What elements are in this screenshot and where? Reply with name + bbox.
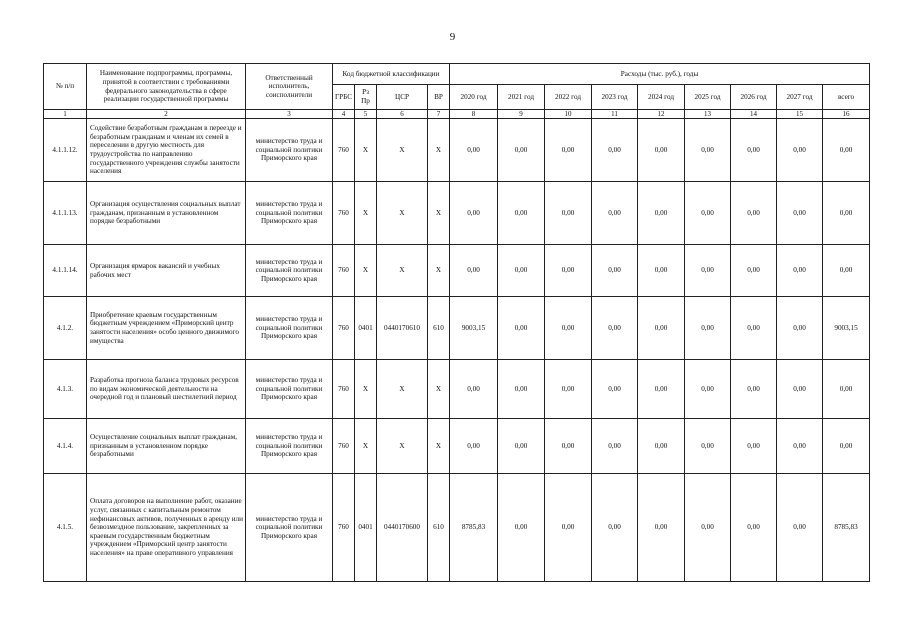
row-value: 0,00	[638, 297, 685, 360]
row-vr: X	[428, 119, 450, 182]
row-rzpr: X	[355, 119, 377, 182]
row-value: 0,00	[638, 245, 685, 297]
row-csr: X	[377, 119, 428, 182]
row-vr: X	[428, 360, 450, 419]
header-grbs: ГРБС	[333, 85, 355, 110]
column-numbers-row	[44, 110, 870, 119]
row-grbs: 760	[333, 419, 355, 474]
row-value: 0,00	[498, 297, 545, 360]
header-year: 2020 год	[450, 85, 498, 110]
column-number: 16	[823, 110, 870, 119]
column-number: 10	[545, 110, 592, 119]
row-responsible: министерство труда и социальной политики Приморского края	[246, 245, 333, 297]
row-value: 9003,15	[450, 297, 498, 360]
row-rzpr: 0401	[355, 297, 377, 360]
header-vr: ВР	[428, 85, 450, 110]
row-value: 0,00	[545, 419, 592, 474]
row-value: 0,00	[450, 419, 498, 474]
row-grbs: 760	[333, 182, 355, 245]
row-num: 4.1.5.	[44, 474, 87, 582]
column-number: 7	[428, 110, 450, 119]
header-year: 2024 год	[638, 85, 685, 110]
row-value: 0,00	[731, 419, 777, 474]
row-value: 0,00	[731, 182, 777, 245]
row-total: 0,00	[823, 360, 870, 419]
header-expenses: Расходы (тыс. руб.), годы	[450, 64, 870, 85]
row-value: 0,00	[592, 182, 638, 245]
table-row	[44, 360, 870, 419]
row-value: 0,00	[777, 119, 823, 182]
table-row	[44, 119, 870, 182]
row-value: 0,00	[592, 360, 638, 419]
row-value: 0,00	[638, 474, 685, 582]
row-value: 0,00	[592, 119, 638, 182]
row-value: 0,00	[638, 182, 685, 245]
row-grbs: 760	[333, 474, 355, 582]
row-rzpr: X	[355, 419, 377, 474]
row-value: 0,00	[498, 474, 545, 582]
row-rzpr: X	[355, 360, 377, 419]
row-value: 0,00	[777, 474, 823, 582]
row-num: 4.1.4.	[44, 419, 87, 474]
row-value: 0,00	[450, 245, 498, 297]
table-row	[44, 419, 870, 474]
row-responsible: министерство труда и социальной политики Приморского края	[246, 119, 333, 182]
row-value: 0,00	[545, 474, 592, 582]
row-rzpr: X	[355, 182, 377, 245]
row-csr: 0440170600	[377, 474, 428, 582]
table-row	[44, 474, 870, 582]
row-value: 0,00	[498, 119, 545, 182]
row-grbs: 760	[333, 297, 355, 360]
column-number: 9	[498, 110, 545, 119]
column-number: 2	[87, 110, 246, 119]
row-name: Разработка прогноза баланса трудовых ресурсов по видам экономической деятельности на очередной год и плановый шестилетний период	[87, 360, 246, 419]
row-vr: X	[428, 419, 450, 474]
row-total: 0,00	[823, 419, 870, 474]
row-vr: 610	[428, 297, 450, 360]
table-row	[44, 245, 870, 297]
column-number: 8	[450, 110, 498, 119]
header-name: Наименование подпрограммы, программы, принятой в соответствии с требованиями федерального законодательства в сфере реализации государственной программы	[87, 64, 246, 110]
row-name: Содействие безработным гражданам в переезде и безработным гражданам и членам их семей в переселении в другую местность для трудоустройства по направлению государственного учреждения службы занятости населения	[87, 119, 246, 182]
header-csr: ЦСР	[377, 85, 428, 110]
column-number: 15	[777, 110, 823, 119]
row-grbs: 760	[333, 360, 355, 419]
row-value: 0,00	[450, 119, 498, 182]
row-value: 0,00	[685, 119, 731, 182]
header-year: 2025 год	[685, 85, 731, 110]
row-responsible: министерство труда и социальной политики Приморского края	[246, 182, 333, 245]
header-total: всего	[823, 85, 870, 110]
header-rzpr: Рз Пр	[355, 85, 377, 110]
row-responsible: министерство труда и социальной политики Приморского края	[246, 360, 333, 419]
row-value: 0,00	[450, 182, 498, 245]
row-total: 0,00	[823, 119, 870, 182]
column-number: 5	[355, 110, 377, 119]
page-number: 9	[449, 31, 456, 43]
row-value: 0,00	[731, 297, 777, 360]
column-number: 6	[377, 110, 428, 119]
header-year: 2023 год	[592, 85, 638, 110]
row-value: 0,00	[498, 245, 545, 297]
row-value: 0,00	[498, 360, 545, 419]
row-value: 0,00	[731, 245, 777, 297]
row-value: 0,00	[450, 360, 498, 419]
row-value: 0,00	[638, 419, 685, 474]
row-value: 0,00	[638, 119, 685, 182]
row-value: 0,00	[685, 182, 731, 245]
row-value: 0,00	[777, 360, 823, 419]
row-value: 0,00	[685, 245, 731, 297]
column-number: 3	[246, 110, 333, 119]
row-value: 0,00	[638, 360, 685, 419]
column-number: 11	[592, 110, 638, 119]
row-value: 0,00	[498, 419, 545, 474]
row-value: 0,00	[545, 119, 592, 182]
row-name: Организация осуществления социальных выплат гражданам, признанным в установленном порядке безработными	[87, 182, 246, 245]
header-responsible: Ответственный исполнитель, соисполнители	[246, 64, 333, 110]
row-value: 0,00	[685, 419, 731, 474]
column-number: 14	[731, 110, 777, 119]
header-year: 2021 год	[498, 85, 545, 110]
row-value: 0,00	[685, 474, 731, 582]
row-total: 0,00	[823, 182, 870, 245]
row-value: 0,00	[592, 419, 638, 474]
row-csr: 0440170610	[377, 297, 428, 360]
header-num: № п/п	[44, 64, 87, 110]
column-number: 13	[685, 110, 731, 119]
row-num: 4.1.1.13.	[44, 182, 87, 245]
row-name: Осуществление социальных выплат гражданам, признанным в установленном порядке безработными	[87, 419, 246, 474]
row-vr: 610	[428, 474, 450, 582]
row-csr: X	[377, 182, 428, 245]
row-rzpr: X	[355, 245, 377, 297]
row-value: 0,00	[545, 245, 592, 297]
column-number: 1	[44, 110, 87, 119]
row-value: 0,00	[777, 182, 823, 245]
row-responsible: министерство труда и социальной политики Приморского края	[246, 297, 333, 360]
row-name: Приобретение краевым государственным бюджетным учреждением «Приморский центр занятости населения» особо ценного движимого имущества	[87, 297, 246, 360]
header-year: 2027 год	[777, 85, 823, 110]
header-row-1	[44, 64, 870, 85]
row-responsible: министерство труда и социальной политики Приморского края	[246, 419, 333, 474]
row-value: 0,00	[777, 245, 823, 297]
row-grbs: 760	[333, 119, 355, 182]
row-rzpr: 0401	[355, 474, 377, 582]
row-vr: X	[428, 245, 450, 297]
row-value: 0,00	[592, 297, 638, 360]
row-csr: X	[377, 360, 428, 419]
row-vr: X	[428, 182, 450, 245]
header-budget-code: Код бюджетной классификации	[333, 64, 450, 85]
row-value: 0,00	[685, 297, 731, 360]
row-value: 0,00	[592, 245, 638, 297]
column-number: 4	[333, 110, 355, 119]
budget-table	[43, 63, 870, 582]
row-name: Оплата договоров на выполнение работ, оказание услуг, связанных с капитальным ремонтом нефинансовых активов, полученных в аренду или безвозмездное пользование, закрепленных за краевым государственным бюджетным учреждением «Приморский центр занятости населения» на праве оперативного управления	[87, 474, 246, 582]
row-grbs: 760	[333, 245, 355, 297]
row-value: 0,00	[731, 360, 777, 419]
row-num: 4.1.3.	[44, 360, 87, 419]
row-value: 0,00	[685, 360, 731, 419]
row-num: 4.1.1.14.	[44, 245, 87, 297]
row-value: 0,00	[592, 474, 638, 582]
column-number: 12	[638, 110, 685, 119]
row-total: 8785,83	[823, 474, 870, 582]
row-num: 4.1.2.	[44, 297, 87, 360]
row-total: 9003,15	[823, 297, 870, 360]
row-value: 0,00	[545, 297, 592, 360]
row-num: 4.1.1.12.	[44, 119, 87, 182]
row-csr: X	[377, 419, 428, 474]
row-value: 0,00	[777, 419, 823, 474]
row-total: 0,00	[823, 245, 870, 297]
table-row	[44, 182, 870, 245]
row-value: 0,00	[545, 182, 592, 245]
row-csr: X	[377, 245, 428, 297]
row-value: 0,00	[777, 297, 823, 360]
header-year: 2022 год	[545, 85, 592, 110]
table-row	[44, 297, 870, 360]
row-name: Организация ярмарок вакансий и учебных рабочих мест	[87, 245, 246, 297]
row-value: 0,00	[498, 182, 545, 245]
row-value: 0,00	[731, 474, 777, 582]
header-year: 2026 год	[731, 85, 777, 110]
row-value: 0,00	[731, 119, 777, 182]
row-value: 8785,83	[450, 474, 498, 582]
row-responsible: министерство труда и социальной политики Приморского края	[246, 474, 333, 582]
row-value: 0,00	[545, 360, 592, 419]
